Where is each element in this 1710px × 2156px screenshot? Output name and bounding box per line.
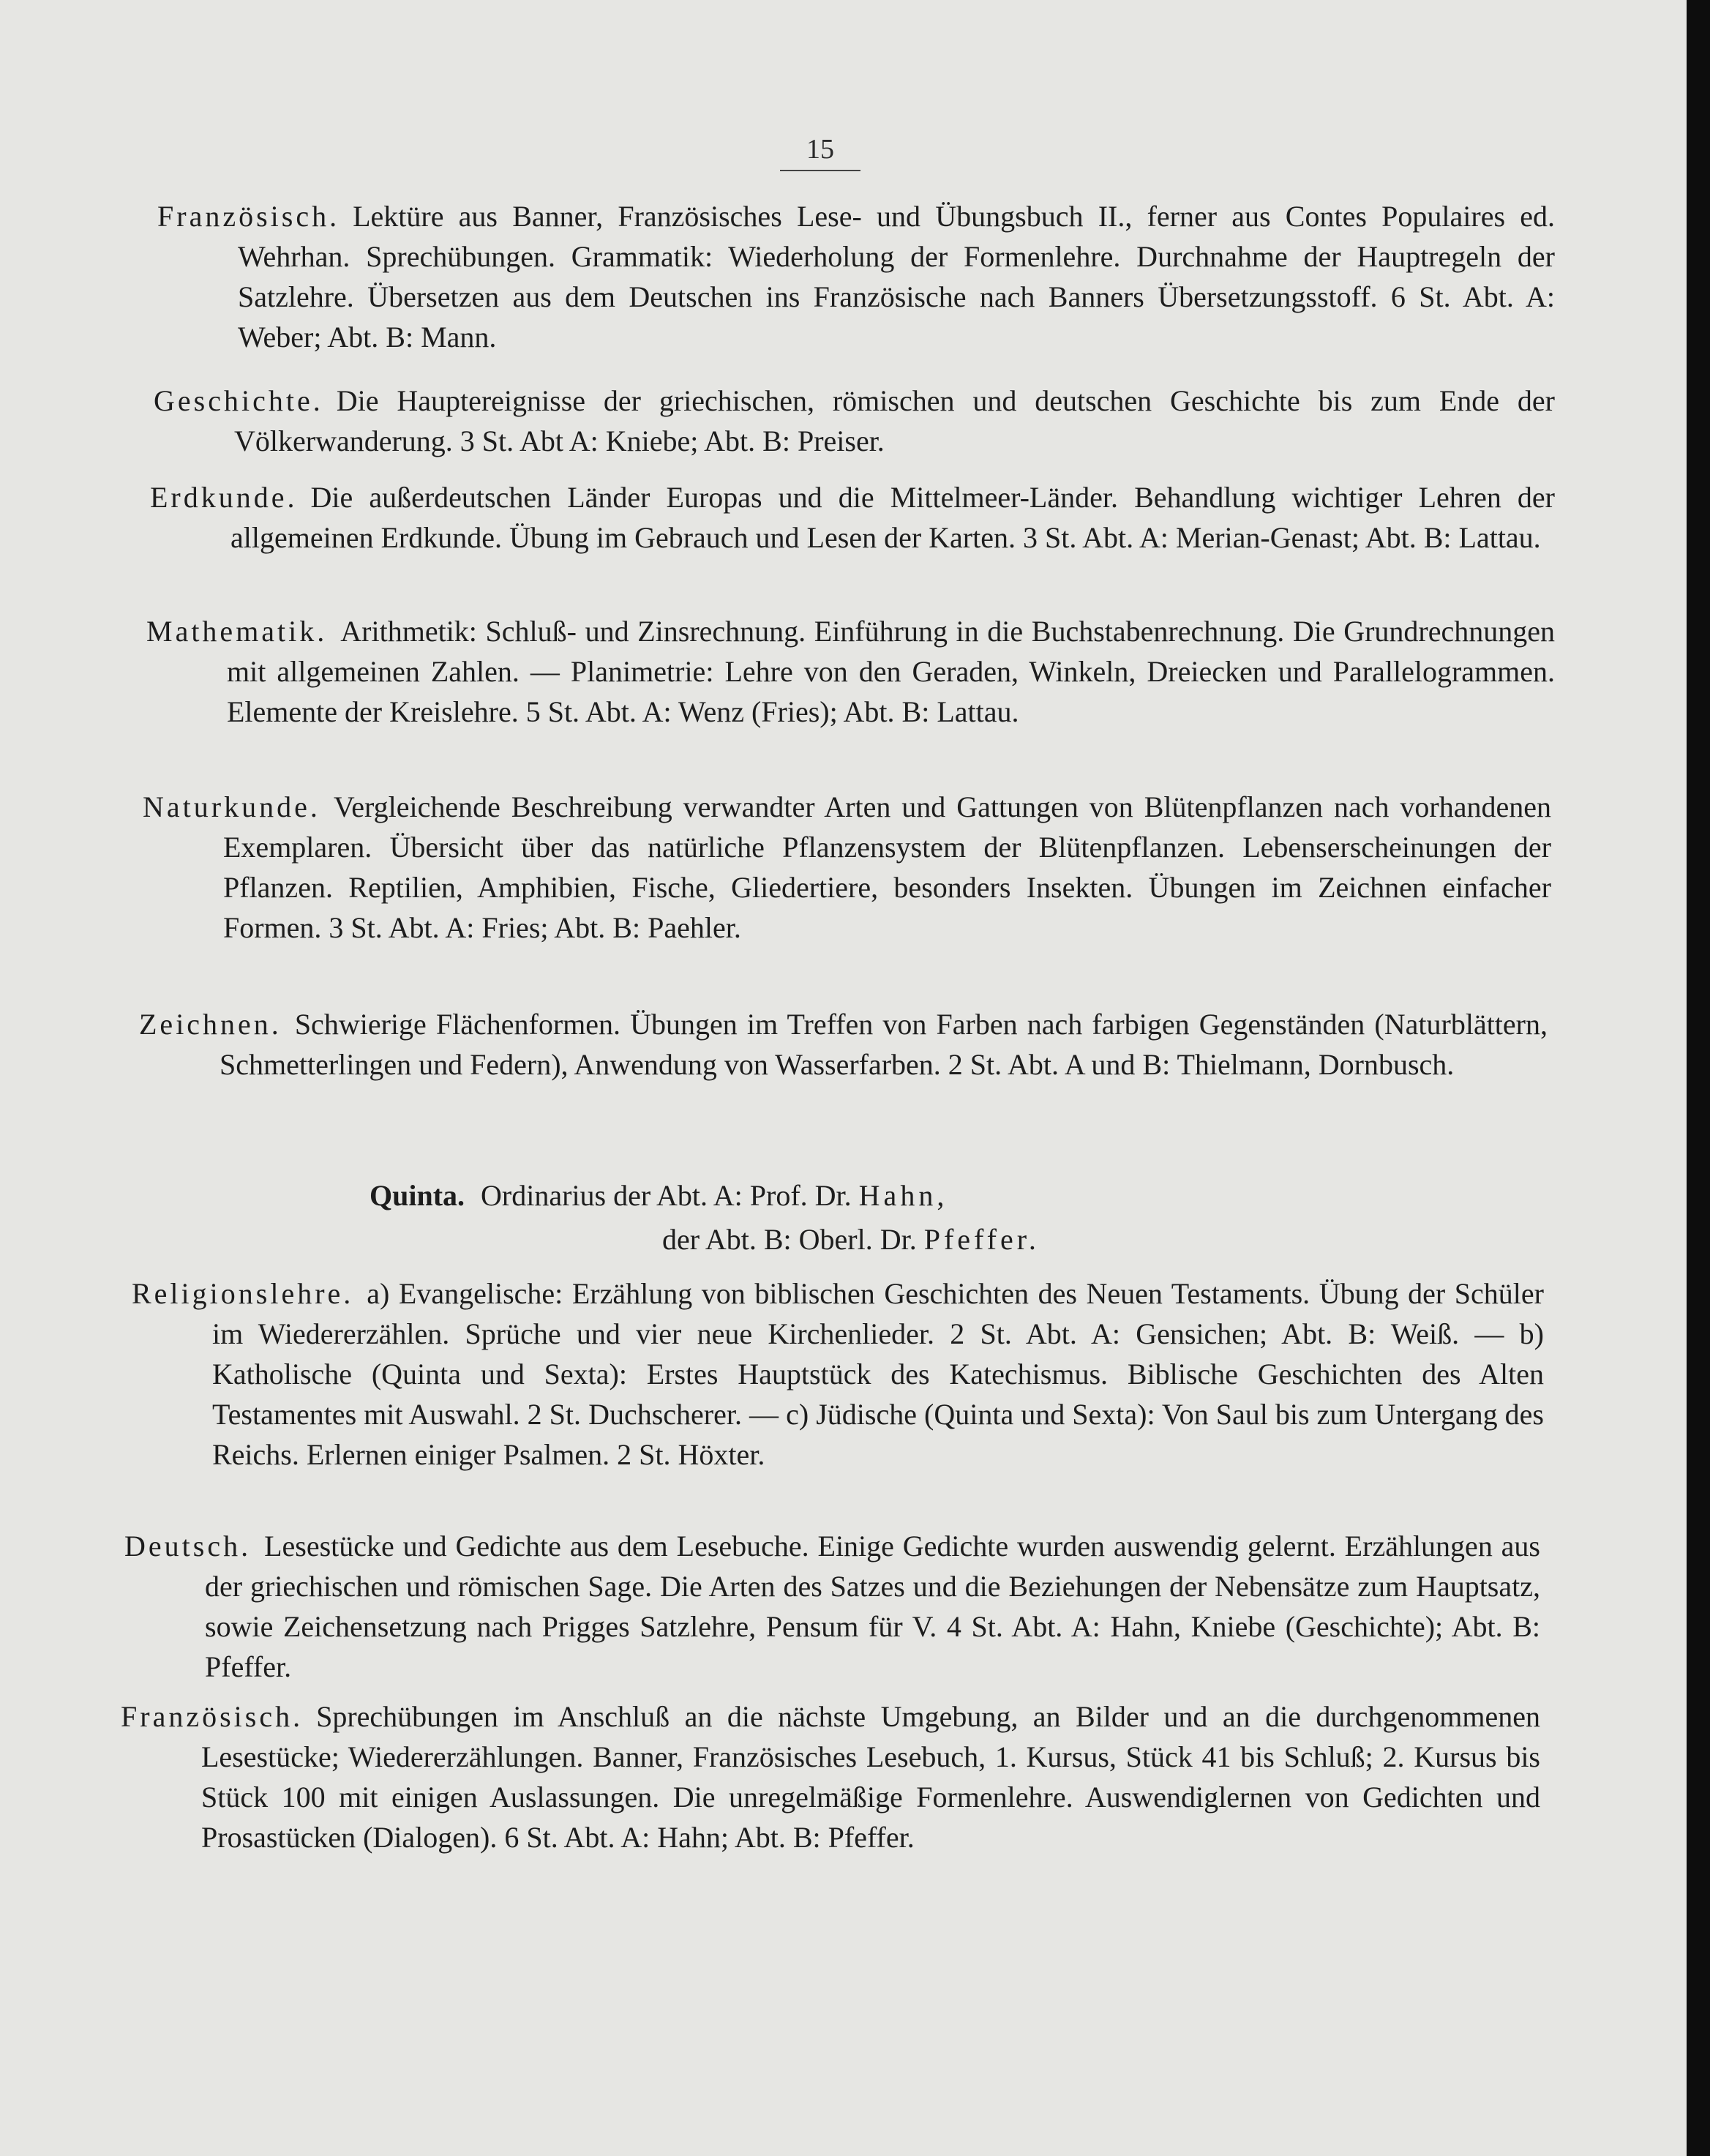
ordinarius-a-name: Hahn, [858, 1179, 948, 1212]
ordinarius-b-name: Pfeffer. [923, 1223, 1040, 1256]
paragraph-text: Arithmetik: Schluß- und Zinsrechnung. Einführung in die Buchstabenrechnung. Die Grundrechnungen mit allgemeinen Zahlen. — Planimetrie: Lehre von den Geraden, Winkeln, Dreiecken und Parallelogrammen. Elemente der Kreislehre. 5 St. Abt. A: Wenz (Fries); Abt. B: Lattau. [227, 615, 1555, 728]
paragraph-franzoesisch-a [157, 196, 1555, 357]
class-heading-line-1 [370, 1175, 948, 1217]
paragraph-erdkunde [150, 477, 1555, 558]
subject-heading: Deutsch. [124, 1530, 252, 1562]
paragraph-franzoesisch-b [121, 1696, 1540, 1857]
subject-heading: Religionslehre. [132, 1277, 354, 1310]
subject-heading: Naturkunde. [143, 790, 320, 823]
subject-heading: Zeichnen. [139, 1008, 282, 1041]
subject-heading: Mathematik. [146, 615, 328, 648]
subject-heading: Französisch. [121, 1700, 304, 1733]
subject-heading: Französisch. [157, 200, 340, 233]
page-number: 15 [806, 134, 834, 165]
paragraph-text: Lesestücke und Gedichte aus dem Lesebuche. Einige Gedichte wurden auswendig gelernt. Erzählungen aus der griechischen und römischen Sage. Die Arten des Satzes und die Beziehungen der Nebensätze zum Hauptsatz, sowie Zeichensetzung nach Prigges Satzlehre, Pensum für V. 4 St. Abt. A: Hahn, Kniebe (Geschichte); Abt. B: Pfeffer. [205, 1530, 1540, 1683]
subject-heading: Geschichte. [154, 384, 323, 417]
subject-heading: Erdkunde. [150, 481, 298, 514]
paragraph-text: Die außerdeutschen Länder Europas und die Mittelmeer-Länder. Behandlung wichtiger Lehren der allgemeinen Erdkunde. Übung im Gebrauch und Lesen der Karten. 3 St. Abt. A: Merian-Genast; Abt. B: Lattau. [230, 481, 1555, 554]
paragraph-geschichte [154, 381, 1555, 461]
paragraph-text: Vergleichende Beschreibung verwandter Arten und Gattungen von Blütenpflanzen nach vorhandenen Exemplaren. Übersicht über das natürliche Pflanzensystem der Blütenpflanzen. Lebenserscheinungen der Pflanzen. Reptilien, Amphibien, Fische, Gliedertiere, besonders Insekten. Übungen im Zeichnen einfacher Formen. 3 St. Abt. A: Fries; Abt. B: Paehler. [223, 790, 1551, 944]
page-number-rule [780, 170, 860, 171]
ordinarius-b: der Abt. B: Oberl. Dr. [662, 1223, 917, 1256]
paragraph-zeichnen [139, 1004, 1548, 1085]
ordinarius-a: Ordinarius der Abt. A: Prof. Dr. [481, 1179, 852, 1212]
paragraph-text: Lektüre aus Banner, Französisches Lese- und Übungsbuch II., ferner aus Contes Populaires ed. Wehrhan. Sprechübungen. Grammatik: Wiederholung der Formenlehre. Durchnahme der Hauptregeln der Satzlehre. Übersetzen aus dem Deutschen ins Französische nach Banners Übersetzungsstoff. 6 St. Abt. A: Weber; Abt. B: Mann. [238, 200, 1555, 353]
paragraph-text: Die Hauptereignisse der griechischen, römischen und deutschen Geschichte bis zum Ende der Völkerwanderung. 3 St. Abt A: Kniebe; Abt. B: Preiser. [234, 384, 1555, 457]
paragraph-text: Sprechübungen im Anschluß an die nächste Umgebung, an Bilder und an die durchgenommenen Lesestücke; Wiedererzählungen. Banner, Französisches Lesebuch, 1. Kursus, Stück 41 bis Schluß; 2. Kursus bis Stück 100 mit einigen Auslassungen. Die unregelmäßige Formenlehre. Auswendiglernen von Gedichten und Prosastücken (Dialogen). 6 St. Abt. A: Hahn; Abt. B: Pfeffer. [201, 1700, 1540, 1854]
class-heading-line-2 [662, 1219, 1040, 1261]
paragraph-religionslehre [132, 1273, 1544, 1475]
paragraph-deutsch [124, 1526, 1540, 1687]
paragraph-text: a) Evangelische: Erzählung von biblischen Geschichten des Neuen Testaments. Übung der Schüler im Wiedererzählen. Sprüche und vier neue Kirchenlieder. 2 St. Abt. A: Gensichen; Abt. B: Weiß. — b) Katholische (Quinta und Sexta): Erstes Hauptstück des Katechismus. Biblische Geschichten des Alten Testamentes mit Auswahl. 2 St. Duchscherer. — c) Jüdische (Quinta und Sexta): Von Saul bis zum Untergang des Reichs. Erlernen einiger Psalmen. 2 St. Höxter. [212, 1277, 1544, 1471]
class-name: Quinta. [370, 1179, 465, 1212]
paragraph-mathematik [146, 611, 1555, 732]
paragraph-naturkunde [143, 787, 1551, 948]
paragraph-text: Schwierige Flächenformen. Übungen im Treffen von Farben nach farbigen Gegenständen (Naturblättern, Schmetterlingen und Federn), Anwendung von Wasserfarben. 2 St. Abt. A und B: Thielmann, Dornbusch. [220, 1008, 1548, 1081]
scan-border [1687, 0, 1710, 2156]
